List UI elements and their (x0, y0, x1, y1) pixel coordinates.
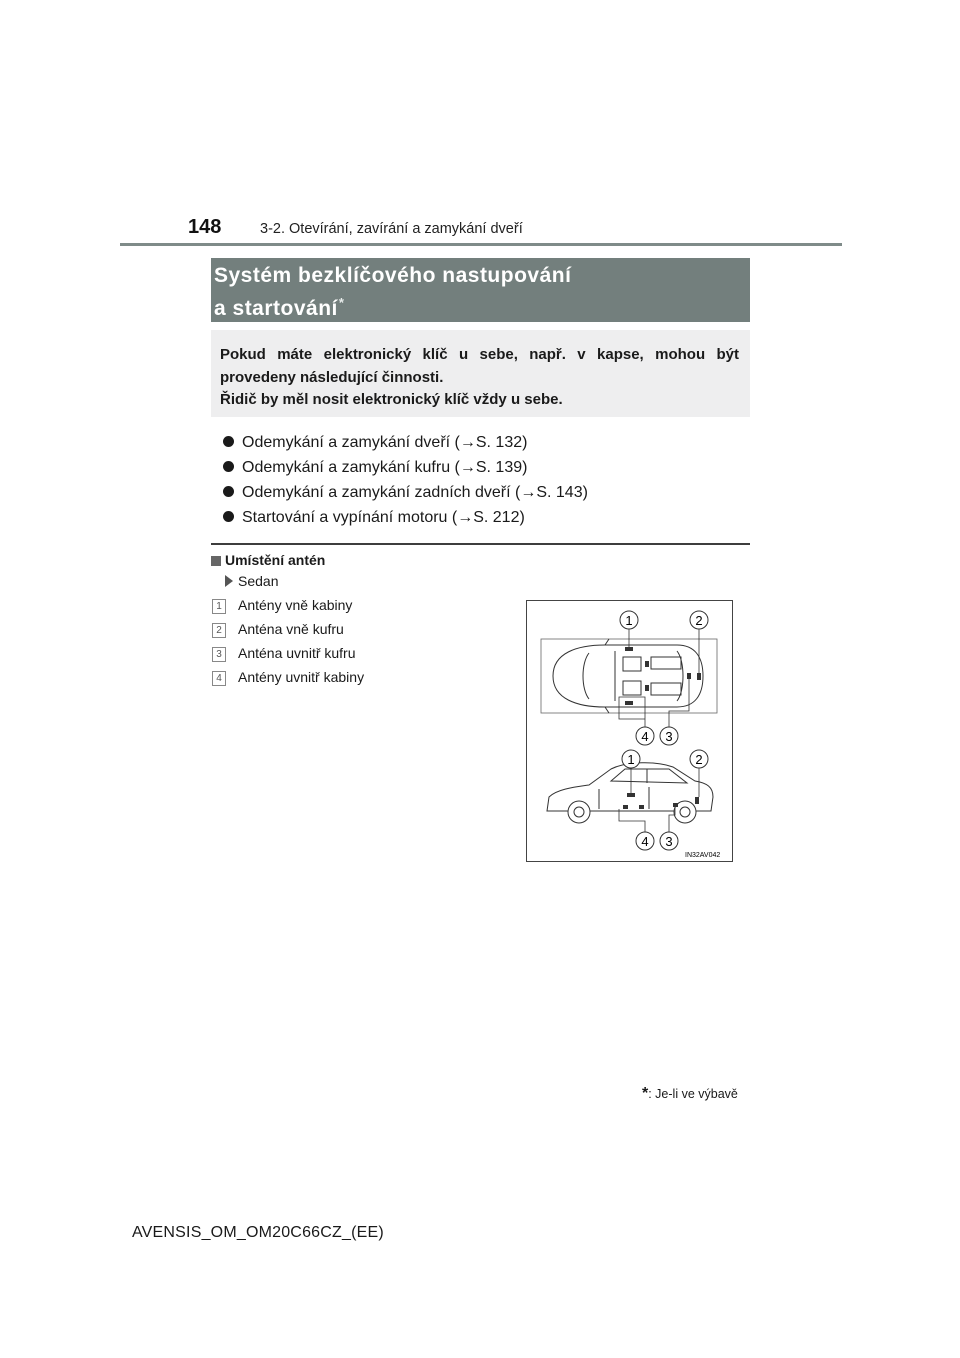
feature-ref[interactable]: S. 212) (473, 509, 525, 526)
section-title: 3-2. Otevírání, zavírání a zamykání dveří (260, 221, 523, 237)
triangle-bullet-icon (225, 575, 233, 587)
feature-ref[interactable]: S. 132) (475, 434, 528, 451)
legend-item (212, 597, 352, 614)
bullet-icon (223, 511, 234, 522)
section-divider (211, 543, 750, 545)
page-number: 148 (188, 216, 222, 238)
page-title-line2-text: a startování (214, 297, 338, 320)
legend-item (212, 645, 356, 662)
page-title (214, 262, 571, 322)
legend-item (212, 621, 344, 638)
page-title-line2 (214, 289, 571, 322)
car-diagram (527, 601, 732, 861)
bullet-icon (223, 461, 234, 472)
bullet-icon (223, 436, 234, 447)
feature-text: Odemykání a zamykání dveří ( (242, 434, 460, 451)
legend-label: Antény uvnitř kabiny (238, 669, 365, 685)
callout-label: 2 (695, 613, 703, 628)
square-bullet-icon (211, 556, 221, 566)
variant-text: Sedan (238, 573, 279, 589)
document-code: AVENSIS_OM_OM20C66CZ_(EE) (132, 1224, 384, 1241)
arrow-icon: → (520, 484, 537, 501)
legend-number: 2 (212, 623, 226, 638)
callout-label: 4 (641, 729, 649, 744)
variant-label (225, 573, 278, 589)
antenna-heading-text: Umístění antén (225, 552, 326, 568)
feature-text: Odemykání a zamykání zadních dveří ( (242, 484, 521, 501)
arrow-icon: → (457, 509, 474, 526)
legend-number: 1 (212, 599, 226, 614)
callout-label: 3 (665, 729, 673, 744)
legend-label: Anténa uvnitř kufru (238, 645, 356, 661)
footnote-text: : Je-li ve výbavě (648, 1087, 738, 1101)
footnote (642, 1085, 738, 1103)
arrow-icon: → (459, 434, 476, 451)
callout-label: 2 (695, 752, 703, 767)
header-divider (120, 243, 842, 246)
title-asterisk: * (338, 295, 345, 310)
callout-label: 4 (641, 834, 649, 849)
legend-number: 3 (212, 647, 226, 662)
legend-label: Antény vně kabiny (238, 597, 353, 613)
feature-item (223, 434, 527, 452)
legend-number: 4 (212, 671, 226, 686)
intro-line1: Pokud máte elektronický klíč u sebe, např. v kapse, mohou být (220, 346, 739, 363)
antenna-heading (211, 552, 325, 568)
feature-item (223, 484, 588, 502)
feature-text: Startování a vypínání motoru ( (242, 509, 458, 526)
bullet-icon (223, 486, 234, 497)
intro-line2: provedeny následující činnosti. (220, 368, 444, 386)
antenna-location-figure (526, 600, 733, 862)
antenna-markers-top (625, 647, 701, 705)
intro-text (220, 344, 739, 412)
car-side-view (547, 763, 713, 823)
feature-item (223, 459, 527, 477)
figure-code: IN32AV042 (685, 852, 721, 859)
page-title-line1: Systém bezklíčového nastupování (214, 264, 572, 287)
intro-line3: Řidič by měl nosit elektronický klíč vždy u sebe. (220, 391, 563, 408)
callouts-top (620, 611, 708, 745)
legend-item (212, 669, 364, 686)
feature-item (223, 509, 525, 527)
footnote-asterisk: * (642, 1085, 649, 1102)
legend-label: Anténa vně kufru (238, 621, 344, 637)
feature-ref[interactable]: S. 143) (536, 484, 588, 501)
feature-text: Odemykání a zamykání kufru ( (242, 459, 460, 476)
feature-ref[interactable]: S. 139) (475, 459, 528, 476)
callout-label: 1 (627, 752, 635, 767)
callout-label: 3 (665, 834, 673, 849)
arrow-icon: → (459, 459, 476, 476)
callout-label: 1 (625, 613, 633, 628)
